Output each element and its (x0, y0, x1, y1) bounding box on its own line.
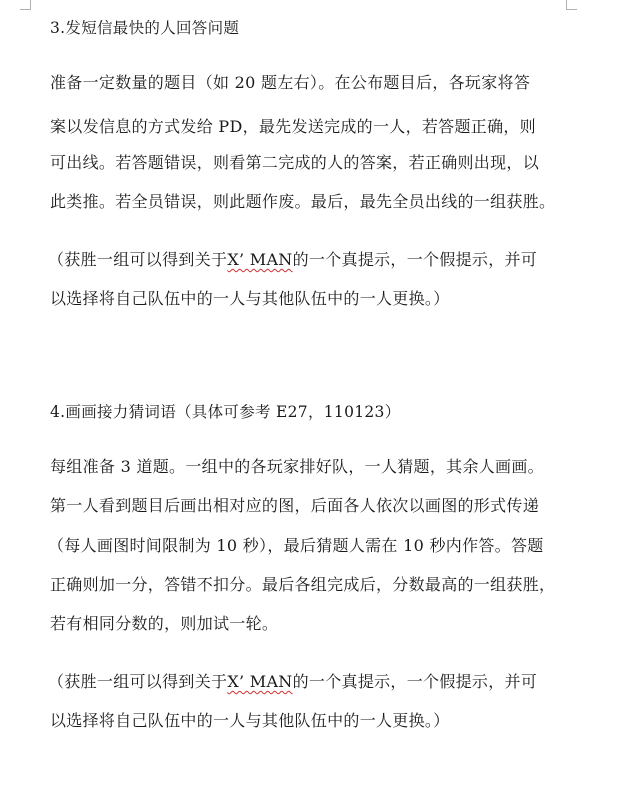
section-3-reward-line: 以选择将自己队伍中的一人与其他队伍中的一人更换。） (50, 289, 450, 308)
section-4-heading: 4.画画接力猜词语（具体可参考 E27，110123） (50, 403, 401, 421)
section-3-reward-line (48, 250, 537, 270)
section-4-reward-line: 以选择将自己队伍中的一人与其他队伍中的一人更换。） (50, 711, 450, 730)
section-3-paragraph-line: 此类推。若全员错误，则此题作废。最后，最先全员出线的一组获胜。 (50, 192, 556, 211)
section-4-paragraph-line: 第一人看到题目后画出相对应的图，后面各人依次以画图的形式传递 (50, 496, 540, 515)
page-corner-mark-left (20, 0, 31, 10)
section-3-paragraph-line: 准备一定数量的题目（如 20 题左右）。在公布题目后，各玩家将答 (50, 73, 531, 92)
reward-text-after: 的一个真提示，一个假提示，并可 (292, 250, 538, 269)
spellcheck-flagged-term: X’ MAN (227, 672, 293, 691)
section-4-paragraph-line: （每人画图时间限制为 10 秒），最后猜题人需在 10 秒内作答。答题 (48, 536, 544, 555)
section-3-paragraph-line: 可出线。若答题错误，则看第二完成的人的答案，若正确则出现，以 (50, 153, 540, 172)
section-3-heading: 3.发短信最快的人回答问题 (50, 19, 240, 37)
section-4-paragraph-line: 正确则加一分，答错不扣分。最后各组完成后，分数最高的一组获胜， (50, 575, 556, 594)
section-3-paragraph-line: 案以发信息的方式发给 PD，最先发送完成的一人，若答题正确，则 (50, 117, 536, 136)
reward-text-before: （获胜一组可以得到关于 (48, 672, 228, 691)
spellcheck-flagged-term: X’ MAN (227, 250, 293, 269)
reward-text-after: 的一个真提示，一个假提示，并可 (292, 672, 538, 691)
section-4-paragraph-line: 若有相同分数的，则加试一轮。 (50, 614, 279, 633)
reward-text-before: （获胜一组可以得到关于 (48, 250, 228, 269)
page-corner-mark-right (566, 0, 577, 10)
section-4-paragraph-line: 每组准备 3 道题。一组中的各玩家排好队，一人猜题，其余人画画。 (50, 457, 544, 476)
section-4-reward-line (48, 672, 537, 692)
